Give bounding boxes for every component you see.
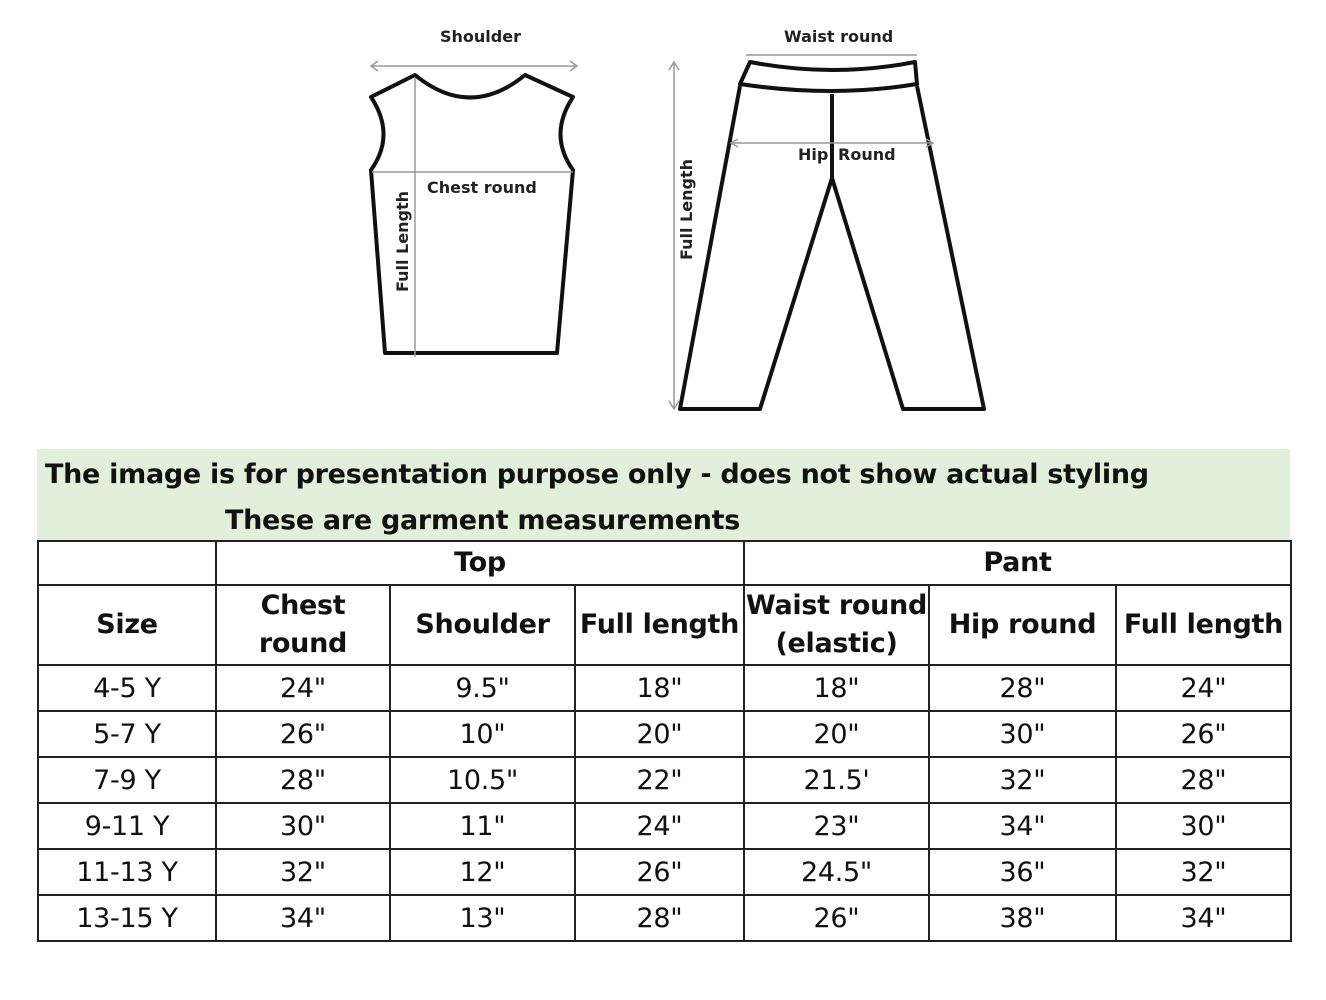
measurement-note: These are garment measurements xyxy=(225,505,741,536)
top-length-cell: 22" xyxy=(575,757,744,803)
top-shoulder-label: Shoulder xyxy=(440,27,521,46)
pant-length-cell: 34" xyxy=(1116,895,1291,941)
chest-header: Chest round xyxy=(216,585,390,665)
top-length-label: Full Length xyxy=(393,191,412,292)
pant-round-label: Round xyxy=(838,145,896,164)
shoulder-cell: 12" xyxy=(390,849,575,895)
hip-cell: 32" xyxy=(929,757,1116,803)
size-chart-table xyxy=(37,540,1292,942)
hip-header: Hip round xyxy=(929,585,1116,665)
pant-length-label: Full Length xyxy=(677,159,696,260)
shoulder-cell: 13" xyxy=(390,895,575,941)
garment-drawings xyxy=(0,0,1326,430)
top-length-header: Full length xyxy=(575,585,744,665)
table-row xyxy=(38,711,1291,757)
table-row xyxy=(38,849,1291,895)
size-cell: 13-15 Y xyxy=(38,895,216,941)
chest-cell: 32" xyxy=(216,849,390,895)
waist-cell: 20" xyxy=(744,711,929,757)
pant-group-header: Pant xyxy=(744,541,1291,585)
table-row xyxy=(38,757,1291,803)
shoulder-cell: 11" xyxy=(390,803,575,849)
size-header: Size xyxy=(38,585,216,665)
chest-cell: 30" xyxy=(216,803,390,849)
top-length-cell: 26" xyxy=(575,849,744,895)
table-row xyxy=(38,803,1291,849)
pant-length-cell: 24" xyxy=(1116,665,1291,711)
chest-cell: 28" xyxy=(216,757,390,803)
table-row xyxy=(38,895,1291,941)
shoulder-cell: 10.5" xyxy=(390,757,575,803)
chest-cell: 26" xyxy=(216,711,390,757)
pant-length-cell: 32" xyxy=(1116,849,1291,895)
hip-cell: 34" xyxy=(929,803,1116,849)
waist-header: Waist round (elastic) xyxy=(744,585,929,665)
table-row xyxy=(38,665,1291,711)
shoulder-cell: 10" xyxy=(390,711,575,757)
top-group-header: Top xyxy=(216,541,744,585)
top-length-cell: 18" xyxy=(575,665,744,711)
size-cell: 4-5 Y xyxy=(38,665,216,711)
pant-outline xyxy=(677,62,984,409)
column-header-row xyxy=(38,585,1291,665)
pant-length-cell: 28" xyxy=(1116,757,1291,803)
chest-cell: 24" xyxy=(216,665,390,711)
pant-waist-label: Waist round xyxy=(784,27,894,46)
hip-cell: 38" xyxy=(929,895,1116,941)
disclaimer-banner xyxy=(37,449,1290,541)
pant-hip-label: Hip xyxy=(798,145,829,164)
size-cell: 7-9 Y xyxy=(38,757,216,803)
size-cell: 9-11 Y xyxy=(38,803,216,849)
size-rows xyxy=(38,665,1291,941)
top-length-cell: 28" xyxy=(575,895,744,941)
size-cell: 11-13 Y xyxy=(38,849,216,895)
disclaimer-text: The image is for presentation purpose only - does not show actual styling xyxy=(45,459,1149,490)
waist-cell: 21.5' xyxy=(744,757,929,803)
size-cell: 5-7 Y xyxy=(38,711,216,757)
hip-cell: 30" xyxy=(929,711,1116,757)
pant-length-cell: 30" xyxy=(1116,803,1291,849)
waist-cell: 23" xyxy=(744,803,929,849)
garment-diagram xyxy=(0,0,1326,430)
pant-length-cell: 26" xyxy=(1116,711,1291,757)
pant-length-header: Full length xyxy=(1116,585,1291,665)
empty-corner-cell xyxy=(38,541,216,585)
hip-cell: 36" xyxy=(929,849,1116,895)
top-length-cell: 24" xyxy=(575,803,744,849)
waist-cell: 18" xyxy=(744,665,929,711)
group-header-row xyxy=(38,541,1291,585)
hip-cell: 28" xyxy=(929,665,1116,711)
chest-cell: 34" xyxy=(216,895,390,941)
shoulder-cell: 9.5" xyxy=(390,665,575,711)
waist-cell: 26" xyxy=(744,895,929,941)
top-chest-label: Chest round xyxy=(427,178,537,197)
waist-cell: 24.5" xyxy=(744,849,929,895)
shoulder-header: Shoulder xyxy=(390,585,575,665)
top-length-cell: 20" xyxy=(575,711,744,757)
